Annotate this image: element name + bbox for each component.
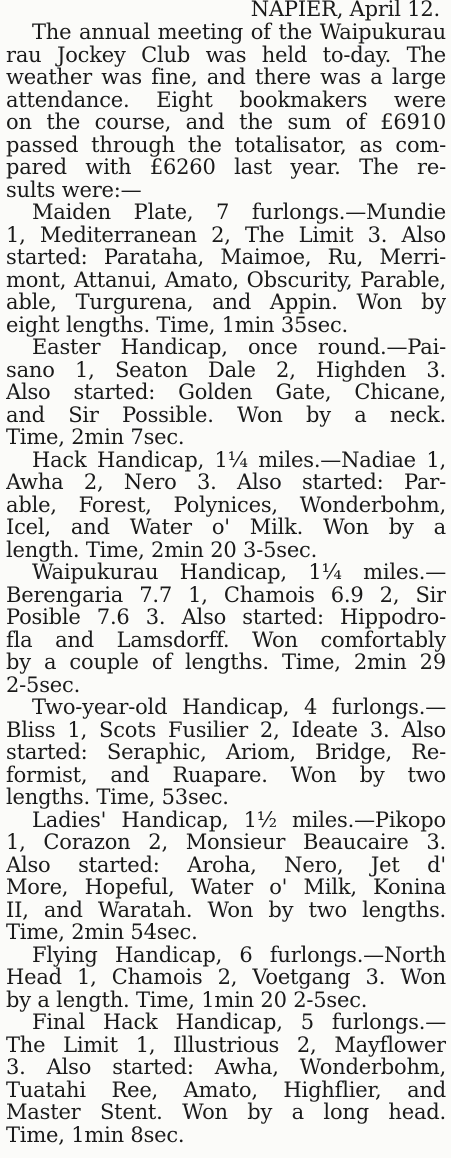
text-line: Time, 1min 8sec. bbox=[6, 1123, 185, 1147]
text-line: Bliss 1, Scots Fusilier 2, Ideate 3. Also bbox=[6, 718, 446, 742]
text-line: Time, 2min 54sec. bbox=[6, 920, 198, 944]
text-line: More, Hopeful, Water o' Milk, Konina bbox=[6, 875, 446, 899]
race-heading: Waipukurau Handicap, 1¼ miles.— bbox=[32, 560, 446, 584]
text-line: Also started: Aroha, Nero, Jet d' bbox=[6, 853, 446, 877]
text-line: 1, Mediterranean 2, The Limit 3. Also bbox=[6, 223, 446, 247]
text-line: 3. Also started: Awha, Wonderbohm, bbox=[6, 1055, 446, 1079]
text-line: Berengaria 7.7 1, Chamois 6.9 2, Sir bbox=[6, 583, 446, 607]
text-line: Awha 2, Nero 3. Also started: Par- bbox=[6, 470, 446, 494]
text-line: Head 1, Chamois 2, Voetgang 3. Won bbox=[6, 965, 446, 989]
race-heading: Easter Handicap, once round.—Pai- bbox=[32, 335, 446, 359]
dateline: NAPIER, April 12. bbox=[250, 0, 440, 21]
text-line: mont, Attanui, Amato, Obscurity, Parable, bbox=[6, 268, 446, 292]
text-line: passed through the totalisator, as com- bbox=[6, 133, 446, 157]
text-line: 1, Corazon 2, Monsieur Beaucaire 3. bbox=[6, 830, 446, 854]
text-line: pared with £6260 last year. The re- bbox=[6, 155, 446, 179]
race-heading: Maiden Plate, 7 furlongs.—Mundie bbox=[32, 200, 446, 224]
text-line: sults were:— bbox=[6, 178, 142, 202]
text-line: by a couple of lengths. Time, 2min 29 bbox=[6, 650, 446, 674]
text-line: started: Seraphic, Ariom, Bridge, Re- bbox=[6, 740, 446, 764]
text-line: rau Jockey Club was held to-day. The bbox=[6, 43, 446, 67]
text-line: lengths. Time, 53sec. bbox=[6, 785, 229, 809]
text-line: formist, and Ruapare. Won by two bbox=[6, 763, 446, 787]
text-line: Icel, and Water o' Milk. Won by a bbox=[6, 515, 446, 539]
race-heading: Flying Handicap, 6 furlongs.—North bbox=[32, 943, 446, 967]
text-line: The annual meeting of the Waipukurau bbox=[32, 20, 446, 44]
text-line: The Limit 1, Illustrious 2, Mayflower bbox=[6, 1033, 446, 1057]
text-line: sano 1, Seaton Dale 2, Highden 3. bbox=[6, 358, 446, 382]
text-line: Posible 7.6 3. Also started: Hippodro- bbox=[6, 605, 446, 629]
text-line: Master Stent. Won by a long head. bbox=[6, 1100, 446, 1124]
race-heading: Hack Handicap, 1¼ miles.—Nadiae 1, bbox=[32, 448, 446, 472]
text-line: able, Forest, Polynices, Wonderbohm, bbox=[6, 493, 446, 517]
text-line: length. Time, 2min 20 3-5sec. bbox=[6, 538, 318, 562]
text-line: II, and Waratah. Won by two lengths. bbox=[6, 898, 446, 922]
text-line: 2-5sec. bbox=[6, 673, 81, 697]
text-line: Time, 2min 7sec. bbox=[6, 425, 185, 449]
race-heading: Two-year-old Handicap, 4 furlongs.— bbox=[32, 695, 446, 719]
race-heading: Ladies' Handicap, 1½ miles.—Pikopo bbox=[32, 808, 446, 832]
text-line: on the course, and the sum of £6910 bbox=[6, 110, 446, 134]
text-line: by a length. Time, 1min 20 2-5sec. bbox=[6, 988, 368, 1012]
text-line: Also started: Golden Gate, Chicane, bbox=[6, 380, 446, 404]
text-line: Tuatahi Ree, Amato, Highflier, and bbox=[6, 1078, 446, 1102]
text-line: started: Parataha, Maimoe, Ru, Merri- bbox=[6, 245, 446, 269]
race-heading: Final Hack Handicap, 5 furlongs.— bbox=[32, 1010, 446, 1034]
text-line: fla and Lamsdorff. Won comfortably bbox=[6, 628, 446, 652]
text-line: weather was fine, and there was a large bbox=[6, 65, 446, 89]
text-line: eight lengths. Time, 1min 35sec. bbox=[6, 313, 348, 337]
text-line: attendance. Eight bookmakers were bbox=[6, 88, 446, 112]
text-line: and Sir Possible. Won by a neck. bbox=[6, 403, 446, 427]
text-line: able, Turgurena, and Appin. Won by bbox=[6, 290, 446, 314]
